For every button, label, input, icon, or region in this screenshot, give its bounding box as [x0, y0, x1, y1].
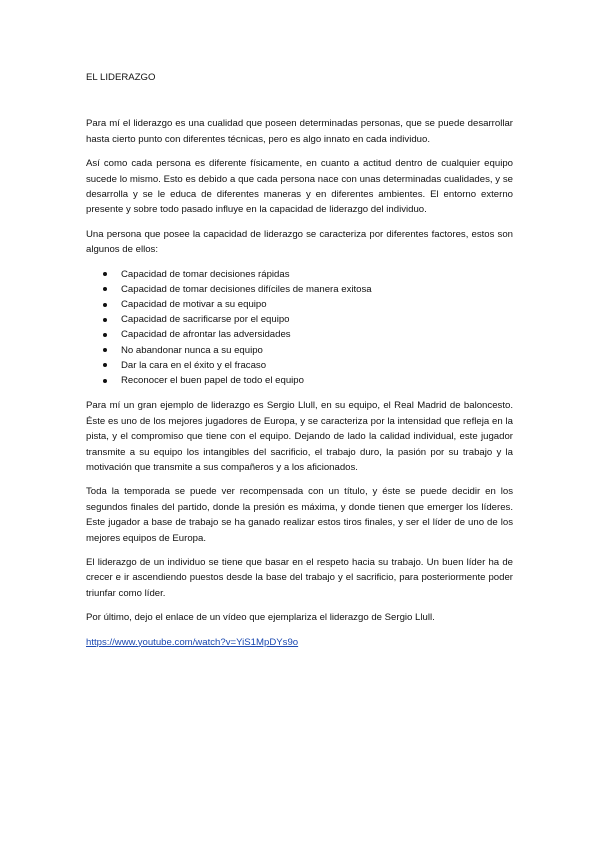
link-paragraph — [86, 635, 513, 650]
bullet-icon — [103, 333, 107, 337]
list-item: Reconocer el buen papel de todo el equipo — [86, 373, 513, 388]
paragraph-body-3: El liderazgo de un individuo se tiene que basar en el respeto hacia su trabajo. Un buen líder ha de crecer e ir ascendiendo puestos desde la base del trabajo y el sacrificio, para posteriormente poder triunfar como líder. — [86, 556, 513, 599]
list-item: Capacidad de tomar decisiones difíciles de manera exitosa — [86, 282, 513, 297]
list-item: Dar la cara en el éxito y el fracaso — [86, 358, 513, 373]
paragraph-intro-1: Para mí el liderazgo es una cualidad que poseen determinadas personas, que se puede desarrollar hasta cierto punto con diferentes técnicas, pero es algo innato en cada individuo. — [86, 118, 513, 145]
bullet-icon — [103, 348, 107, 352]
list-item: No abandonar nunca a su equipo — [86, 343, 513, 358]
list-item: Capacidad de motivar a su equipo — [86, 297, 513, 312]
list-item: Capacidad de sacrificarse por el equipo — [86, 312, 513, 327]
list-item: Capacidad de tomar decisiones rápidas — [86, 267, 513, 282]
paragraph-intro-2: Así como cada persona es diferente físicamente, en cuanto a actitud dentro de cualquier equipo sucede lo mismo. Esto es debido a que cada persona nace con unas determinadas cualidades, y se desarrolla y se le educa de diferentes maneras y en diferentes ambientes. El entorno externo presente y sobre todo pasado influye en la capacidad de liderazgo del individuo. — [86, 158, 513, 216]
bullet-icon — [103, 287, 107, 291]
bullet-icon — [103, 272, 107, 276]
document-title: EL LIDERAZGO — [86, 72, 156, 83]
bullet-icon — [103, 303, 107, 307]
youtube-video-link[interactable]: https://www.youtube.com/watch?v=YiS1MpDYs9o — [86, 636, 299, 648]
leadership-traits-list — [86, 267, 513, 389]
bullet-icon — [103, 363, 107, 367]
paragraph-body-4: Por último, dejo el enlace de un vídeo que ejemplariza el liderazgo de Sergio Llull. — [86, 612, 435, 624]
paragraph-intro-3: Una persona que posee la capacidad de liderazgo se caracteriza por diferentes factores, estos son algunos de ellos: — [86, 228, 513, 256]
bullet-icon — [103, 379, 107, 383]
list-item: Capacidad de afrontar las adversidades — [86, 327, 513, 342]
bullet-icon — [103, 318, 107, 322]
paragraph-body-1: Para mí un gran ejemplo de liderazgo es Sergio Llull, en su equipo, el Real Madrid de baloncesto. Éste es uno de los mejores jugadores de Europa, y se caracteriza por la intensidad que refleja en la pista, y el compromiso que tiene con el equipo. Dejando de lado la calidad individual, este jugador transmite a su equipo los intangibles del sacrificio, el trabajo duro, la pasión por su trabajo y la motivación que transmite a sus compañeros y a los aficionados. — [86, 400, 513, 473]
paragraph-body-2: Toda la temporada se puede ver recompensada con un título, y éste se puede decidir en los segundos finales del partido, donde la presión es máxima, y donde tienen que emerger los líderes. Este jugador a base de trabajo se ha ganado realizar estos tiros finales, y ser el líder de uno de los mejores equipos de Europa. — [86, 486, 513, 544]
